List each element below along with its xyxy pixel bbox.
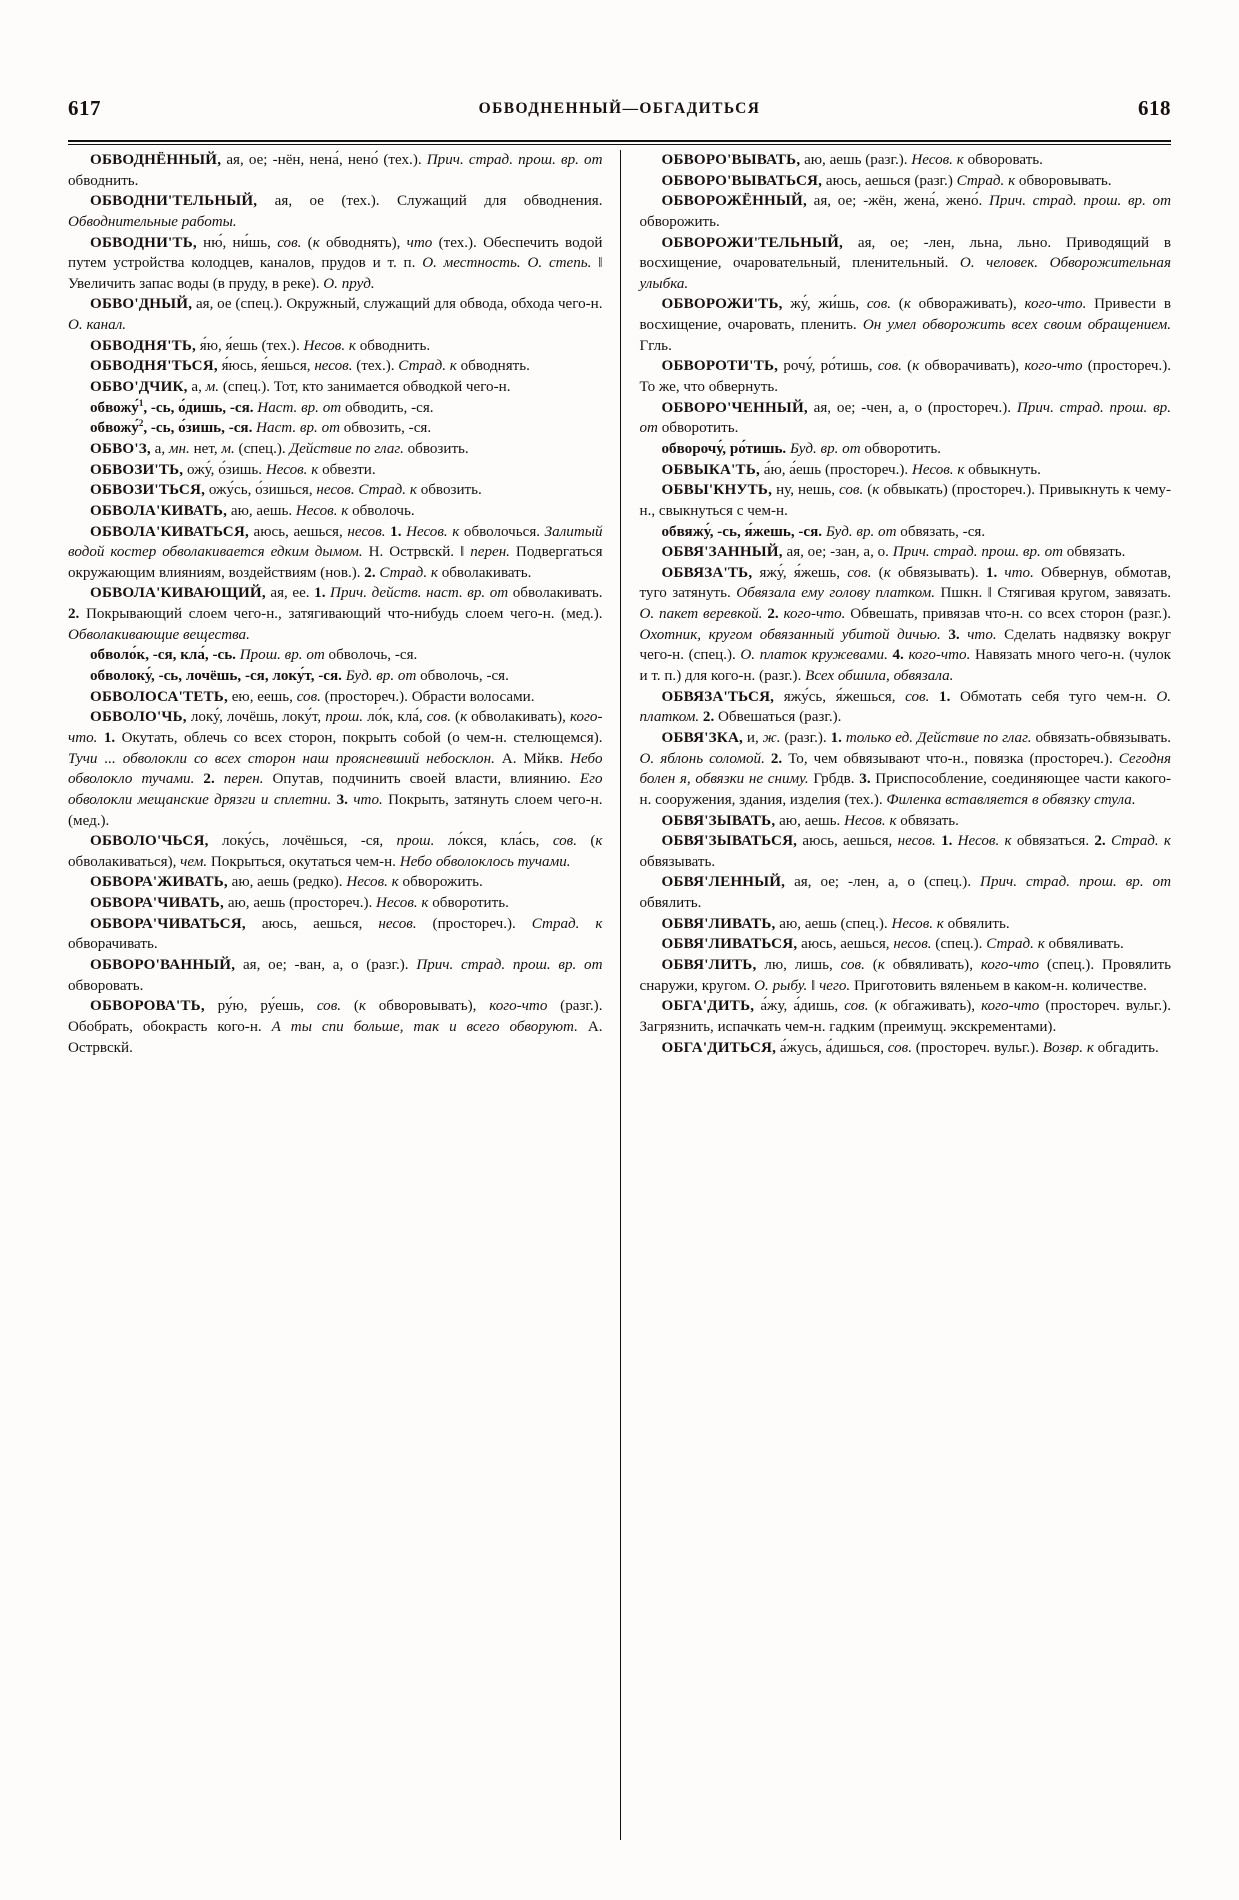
entry-headword: ОБГА'ДИТЬ,: [661, 998, 755, 1015]
dictionary-entry: [640, 480, 1172, 521]
entry-definition: аю, аешь. Несов. к обвязать.: [775, 812, 959, 829]
dictionary-entry: [68, 996, 603, 1058]
entry-headword: обволо́к,: [90, 647, 149, 664]
dictionary-entry: [640, 687, 1172, 728]
dictionary-entry: [640, 233, 1172, 295]
entry-headword: ОБВОРА'ЧИВАТЬСЯ,: [90, 915, 246, 932]
entry-headword: ОБВОРОЖИ'ТЬ,: [661, 296, 783, 313]
entry-headword: ОБВЫКА'ТЬ,: [661, 461, 760, 478]
entry-headword: ОБВОДНИ'ТЬ,: [90, 234, 197, 251]
dictionary-entry: [68, 687, 603, 708]
dictionary-entry: [640, 996, 1172, 1037]
dictionary-entry: [68, 398, 603, 419]
entry-definition: аюсь, аешься, несов. (спец.). Страд. к обвяливать.: [797, 936, 1124, 953]
dictionary-entry: [640, 934, 1172, 955]
entry-definition: ая, ое; -чен, а, о (простореч.). Прич. страд. прош. вр. от обворотить.: [639, 399, 1171, 437]
entry-headword: ОБВОДНЯ'ТЬ,: [90, 337, 197, 354]
column-container: [68, 150, 1171, 1840]
entry-headword: ОБВОЛОСА'ТЕТЬ,: [90, 688, 228, 705]
entry-definition: аюсь, аешься (разг.) Страд. к обворовывать.: [822, 172, 1112, 189]
header-rule: [68, 140, 1171, 145]
entry-headword: ОБВОЗИ'ТЬ,: [90, 461, 184, 478]
entry-headword: ОБВОДНЁННЫЙ,: [90, 152, 222, 168]
dictionary-entry: [640, 914, 1172, 935]
entry-headword: ОБВЯ'ЗКА,: [661, 729, 744, 746]
entry-definition: ая, ое; -нён, нена́, нено́ (тех.). Прич. страд. прош. вр. от обводнить.: [68, 152, 603, 189]
entry-headword: ОБВЯ'ЗАННЫЙ,: [661, 544, 783, 561]
entry-headword: ОБВОЛА'КИВАТЬ,: [90, 502, 228, 519]
dictionary-entry: [68, 955, 603, 996]
entry-headword: обвожу́$^1$,: [90, 397, 148, 416]
entry-definition: аю, аешь. Несов. к обволочь.: [227, 502, 415, 519]
entry-headword: ОБВЫ'КНУТЬ,: [661, 482, 773, 499]
entry-headword: ОБВЯ'ЗЫВАТЬ,: [661, 812, 776, 829]
dictionary-entry: [68, 150, 603, 191]
entry-definition: аюсь, аешься, несов. 1. Несов. к обволочься. Залитый водой костер обволакивается едким дымом. Н. Острвскй. ‖ перен. Подвергаться окружающим влияниям, воздействиям (нов.). 2. Страд. к обволакивать.: [68, 523, 603, 581]
entry-definition: -сь, о́дишь, -ся. Наст. вр. от обводить, -ся.: [150, 399, 434, 416]
dictionary-entry: [68, 872, 603, 893]
entry-definition: яжу́, я́жешь, сов. (к обвязывать). 1. что. Обвернув, обмотав, туго затянуть. Обвязала ему голову платком. Пшкн. ‖ Стягивая кругом, завязать. О. пакет веревкой. 2. кого-что. Обвешать, привязав что-н. со всех сторон (разг.). Охотник, кругом обвязанный убитой дичью. 3. что. Сделать надвязку вокруг чего-н. (спец.). О. платок кружевами. 4. кого-что. Навязать много чего-н. (чулок и т. п.) для кого-н. (разг.). Всех обшила, обвязала.: [639, 564, 1172, 685]
entry-definition: яжу́сь, я́жешься, сов. 1. Обмотать себя туго чем-н. О. платком. 2. Обвешаться (разг.).: [639, 688, 1172, 726]
entry-definition: а, мн. нет, м. (спец.). Действие по глаг. обвозить.: [150, 440, 469, 457]
entry-definition: ню́, ни́шь, сов. (к обводнять), что (тех.). Обеспечить водой путем устройства колодцев, каналов, прудов и т. п. О. местность. О. степь. ‖ Увеличить запас воды (в пруду, в реке). О. пруд.: [68, 234, 603, 292]
dictionary-entry: [68, 583, 603, 645]
dictionary-entry: [68, 831, 603, 872]
entry-headword: ОБВОДНИ'ТЕЛЬНЫЙ,: [90, 193, 258, 210]
entry-headword: ОБГА'ДИТЬСЯ,: [661, 1039, 777, 1056]
folio-right: 618: [1138, 96, 1171, 120]
entry-headword: обволоку́,: [90, 668, 155, 685]
dictionary-entry: [640, 831, 1172, 872]
entry-definition: ру́ю, ру́ешь, сов. (к обворовывать), кого-что (разг.). Обобрать, обокрасть кого-н. А ты спи больше, так и всего обворуют. А. Острвскй.: [68, 998, 603, 1056]
entry-headword: ОБВЯ'ЛЕННЫЙ,: [661, 874, 786, 891]
entry-definition: ею, еешь, сов. (простореч.). Обрасти волосами.: [227, 688, 535, 705]
entry-headword: ОБВОРОЖИ'ТЕЛЬНЫЙ,: [661, 234, 844, 251]
entry-headword: ОБВО'ДНЫЙ,: [90, 296, 193, 313]
entry-headword: ОБВОЛО'ЧЬСЯ,: [90, 833, 209, 850]
dictionary-entry: [640, 872, 1172, 913]
entry-headword: ОБВОРО'ЧЕННЫЙ,: [661, 399, 808, 416]
entry-definition: ожу́сь, о́зишься, несов. Страд. к обвозить.: [205, 482, 482, 499]
dictionary-entry: [68, 914, 603, 955]
entry-headword: ОБВОРО'ВЫВАТЬ,: [661, 152, 801, 168]
entry-definition: ая, ое; -ван, а, о (разг.). Прич. страд. прош. вр. от обворовать.: [68, 956, 603, 994]
entry-definition: аю, аешь (спец.). Несов. к обвялить.: [775, 915, 1010, 932]
entry-headword: ОБВЯ'ЛИВАТЬ,: [661, 915, 776, 932]
entry-headword: обворочу́,: [661, 440, 727, 457]
dictionary-entry: [640, 1038, 1172, 1059]
entry-headword: ОБВОРО'ВАННЫЙ,: [90, 956, 236, 973]
dictionary-entry: [68, 893, 603, 914]
entry-headword: обвожу́$^2$,: [90, 418, 148, 437]
entry-definition: лю, лишь, сов. (к обвяливать), кого-что (спец.). Провялить снаружи, кругом. О. рыбу. ‖ чего. Приготовить вяленьем в каком-н. количестве.: [639, 956, 1171, 994]
dictionary-entry: [68, 356, 603, 377]
dictionary-entry: [640, 150, 1172, 171]
dictionary-entry: [68, 191, 603, 232]
entry-definition: ая, ое (тех.). Служащий для обводнения. Обводнительные работы.: [68, 193, 603, 230]
dictionary-entry: [640, 522, 1172, 543]
running-head: ОБВОДНЕННЫЙ—ОБГАДИТЬСЯ: [478, 100, 761, 117]
dictionary-entry: [640, 356, 1172, 397]
dictionary-entry: [68, 480, 603, 501]
entry-headword: ОБВОЛО'ЧЬ,: [90, 709, 187, 726]
entry-headword: ОБВОЛА'КИВАЮЩИЙ,: [90, 585, 266, 602]
dictionary-entry: [640, 955, 1172, 996]
entry-headword: ОБВО'З,: [90, 440, 151, 457]
dictionary-entry: [640, 439, 1172, 460]
entry-definition: ая, ое; -жён, жена́, жено́. Прич. страд. прош. вр. от обворожить.: [639, 193, 1171, 230]
dictionary-entry: [640, 811, 1172, 832]
entry-definition: я́юсь, я́ешься, несов. (тех.). Страд. к обводнять.: [217, 358, 530, 375]
entry-definition: а́ю, а́ешь (простореч.). Несов. к обвыкнуть.: [759, 461, 1041, 478]
entry-definition: аю, аешь (редко). Несов. к обворожить.: [227, 874, 483, 891]
dictionary-entry: [640, 398, 1172, 439]
dictionary-entry: [68, 439, 603, 460]
entry-definition: ая, ое (спец.). Окружный, служащий для обвода, обхода чего-н. О. канал.: [68, 296, 603, 334]
entry-definition: аю, аешь (простореч.). Несов. к обворотить.: [224, 895, 509, 912]
dictionary-entry: [68, 645, 603, 666]
dictionary-entry: [68, 418, 603, 439]
entry-definition: -сь, я́жешь, -ся. Буд. вр. от обвязать, -ся.: [717, 523, 986, 540]
entry-definition: аюсь, аешься, несов. 1. Несов. к обвязаться. 2. Страд. к обвязывать.: [639, 833, 1171, 870]
dictionary-entry: [68, 707, 603, 831]
dictionary-entry: [640, 542, 1172, 563]
entry-headword: ОБВЯ'ЛИТЬ,: [661, 956, 757, 973]
dictionary-entry: [640, 171, 1172, 192]
entry-definition: я́ю, я́ешь (тех.). Несов. к обводнить.: [196, 337, 431, 354]
entry-headword: ОБВОРА'ЖИВАТЬ,: [90, 874, 228, 891]
entry-definition: ну, нешь, сов. (к обвыкать) (простореч.). Привыкнуть к чему-н., свыкнуться с чем-н.: [639, 482, 1171, 519]
entry-headword: ОБВОРОВА'ТЬ,: [90, 998, 205, 1015]
right-column: [620, 150, 1172, 1840]
entry-definition: и, ж. (разг.). 1. только ед. Действие по глаг. обвязать-обвязывать. О. яблонь соломой. 2. То, чем обвязывают что-н., повязка (простореч.). Сегодня болен я, обвязки не сниму. Грбдв. 3. Приспособление, соединяющее части какого-н. сооружения, здания, изделия (тех.). Филенка вставляется в обвязку стула.: [639, 729, 1172, 808]
dictionary-entry: [640, 728, 1172, 811]
entry-headword: ОБВОЛА'КИВАТЬСЯ,: [90, 523, 249, 540]
entry-headword: ОБВЯЗА'ТЬСЯ,: [661, 688, 775, 705]
entry-headword: ОБВОРОЖЁННЫЙ,: [661, 193, 807, 210]
dictionary-entry: [68, 666, 603, 687]
entry-headword: ОБВОРОТИ'ТЬ,: [661, 358, 779, 375]
entry-headword: обвяжу́,: [661, 523, 714, 540]
entry-definition: жу́, жи́шь, сов. (к обвораживать), кого-что. Привести в восхищение, очаровать, пленить. Он умел обворожить всех своим обращением. Ггль.: [639, 296, 1171, 354]
entry-headword: ОБВЯ'ЗЫВАТЬСЯ,: [661, 833, 798, 850]
entry-headword: ОБВОРО'ВЫВАТЬСЯ,: [661, 172, 823, 189]
entry-headword: ОБВОЗИ'ТЬСЯ,: [90, 482, 206, 499]
entry-definition: ая, ое; -лен, льна, льно. Приводящий в восхищение, очаровательный, пленительный. О. человек. Обворожительная улыбка.: [639, 234, 1171, 292]
entry-definition: ая, ее. 1. Прич. действ. наст. вр. от обволакивать. 2. Покрывающий слоем чего-н., затягивающий что-нибудь слоем чего-н. (мед.). Обволакивающие вещества.: [68, 585, 603, 643]
entry-definition: ожу́, о́зишь. Несов. к обвезти.: [183, 461, 376, 478]
page-header: [60, 96, 1179, 130]
entry-definition: ая, ое; -зан, а, о. Прич. страд. прош. вр. от обвязать.: [782, 544, 1126, 561]
entry-headword: ОБВОРА'ЧИВАТЬ,: [90, 895, 225, 912]
entry-definition: -сь, о́зишь, -ся. Наст. вр. от обвозить, -ся.: [150, 420, 432, 437]
entry-definition: ро́тишь. Буд. вр. от обворотить.: [729, 440, 942, 457]
dictionary-entry: [640, 294, 1172, 356]
left-column: [68, 150, 620, 1840]
entry-definition: локу́сь, лочёшься, -ся, прош. ло́кся, кла́сь, сов. (к обволакиваться), чем. Покрыться, окутаться чем-н. Небо обволоклось тучами.: [68, 833, 603, 870]
folio-left: 617: [68, 96, 101, 120]
entry-definition: аю, аешь (разг.). Несов. к обворовать.: [800, 152, 1043, 168]
entry-definition: а́жусь, а́дишься, сов. (простореч. вульг.). Возвр. к обгадить.: [776, 1039, 1159, 1056]
entry-definition: рочу́, ро́тишь, сов. (к обворачивать), кого-что (простореч.). То же, что обвернуть.: [639, 358, 1171, 396]
dictionary-entry: [68, 460, 603, 481]
dictionary-entry: [68, 501, 603, 522]
entry-definition: ая, ое; -лен, а, о (спец.). Прич. страд. прош. вр. от обвялить.: [639, 874, 1171, 912]
entry-definition: локу́, лочёшь, локу́т, прош. ло́к, кла́, сов. (к обволакивать), кого-что. 1. Окутать, облечь со всех сторон, покрыть собой (о чем-н. стелющемся). Тучи ... обволокли со всех сторон наш проясневший небосклон. А. Мйкв. Небо обволокло тучами. 2. перен. Опутав, подчинить своей власти, влиянию. Его обволокли мещанские дрязги и сплетни. 3. что. Покрыть, затянуть слоем чего-н. (мед.).: [68, 709, 603, 829]
dictionary-entry: [640, 563, 1172, 687]
dictionary-entry: [68, 522, 603, 584]
entry-headword: ОБВО'ДЧИК,: [90, 379, 188, 396]
entry-definition: а, м. (спец.). Тот, кто занимается обводкой чего-н.: [187, 379, 511, 396]
entry-definition: а́жу, а́дишь, сов. (к обгаживать), кого-что (простореч. вульг.). Загрязнить, испачкать чем-н. гадким (преимущ. экскрементами).: [639, 998, 1171, 1035]
entry-definition: -сь, лочёшь, -ся, локу́т, -ся. Буд. вр. от обволочь, -ся.: [158, 668, 509, 685]
entry-headword: ОБВЯ'ЛИВАТЬСЯ,: [661, 936, 798, 953]
dictionary-entry: [68, 294, 603, 335]
entry-definition: -ся, кла́, -сь. Прош. вр. от обволочь, -ся.: [152, 647, 418, 664]
entry-headword: ОБВЯЗА'ТЬ,: [661, 564, 753, 581]
dictionary-entry: [68, 233, 603, 295]
entry-headword: ОБВОДНЯ'ТЬСЯ,: [90, 358, 218, 375]
dictionary-entry: [68, 336, 603, 357]
dictionary-entry: [68, 377, 603, 398]
entry-definition: аюсь, аешься, несов. (простореч.). Страд. к обворачивать.: [68, 915, 603, 953]
dictionary-entry: [640, 460, 1172, 481]
dictionary-entry: [640, 191, 1172, 232]
